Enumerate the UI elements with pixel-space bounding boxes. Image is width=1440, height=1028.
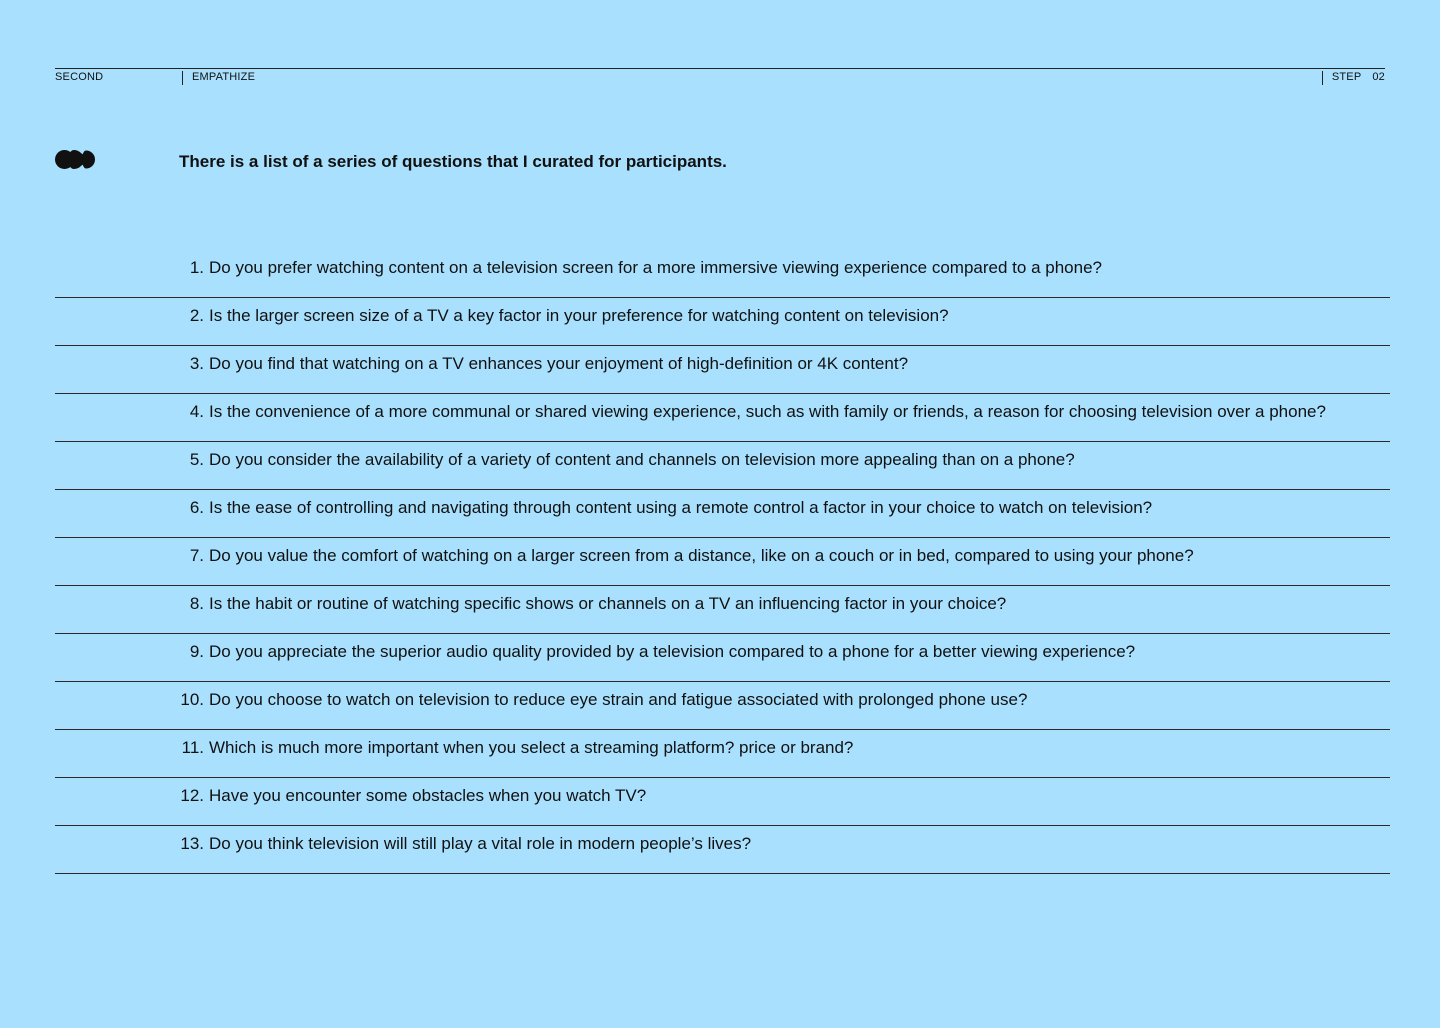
question-row [55,682,1390,730]
question-number: 1. [189,258,204,277]
question-number: 5. [189,450,204,469]
three-dots-logo-icon [55,150,97,169]
intro-heading: There is a list of a series of questions that I curated for participants. [179,152,727,171]
question-number: 13. [180,834,204,853]
question-row [55,250,1390,298]
question-number: 12. [180,786,204,805]
question-number: 10. [180,690,204,709]
header-section: EMPATHIZE [182,71,255,85]
question-text: Do you find that watching on a TV enhances your enjoyment of high-definition or 4K content? [209,354,909,373]
question-text: Do you prefer watching content on a television screen for a more immersive viewing experience compared to a phone? [209,258,1102,277]
question-text: Do you appreciate the superior audio quality provided by a television compared to a phone for a better viewing experience? [209,642,1136,661]
question-row [55,538,1390,586]
question-text: Do you choose to watch on television to reduce eye strain and fatigue associated with prolonged phone use? [209,690,1028,709]
question-row [55,394,1390,442]
question-text: Do you value the comfort of watching on a larger screen from a distance, like on a couch or in bed, compared to using your phone? [209,546,1194,565]
question-number: 6. [189,498,204,517]
header-step-label: STEP [1331,71,1362,83]
question-row [55,490,1390,538]
question-number: 11. [181,738,204,757]
question-row [55,826,1390,874]
question-number: 9. [189,642,204,661]
question-number: 3. [189,354,204,373]
question-text: Do you think television will still play a vital role in modern people’s lives? [209,834,752,853]
header-rule [55,68,1385,69]
question-text: Is the convenience of a more communal or shared viewing experience, such as with family or friends, a reason for choosing television over a phone? [209,402,1326,421]
question-number: 8. [189,594,204,613]
question-number: 4. [189,402,204,421]
question-text: Is the larger screen size of a TV a key factor in your preference for watching content on television? [209,306,949,325]
header-step [1322,71,1385,85]
question-row [55,346,1390,394]
question-text: Is the ease of controlling and navigating through content using a remote control a factor in your choice to watch on television? [209,498,1153,517]
question-text: Do you consider the availability of a variety of content and channels on television more appealing than on a phone? [209,450,1075,469]
question-text: Have you encounter some obstacles when you watch TV? [209,786,647,805]
question-row [55,442,1390,490]
question-text: Is the habit or routine of watching specific shows or channels on a TV an influencing factor in your choice? [209,594,1007,613]
header-chapter: SECOND [55,71,104,83]
question-row [55,298,1390,346]
question-text: Which is much more important when you select a streaming platform? price or brand? [209,738,854,757]
question-row [55,730,1390,778]
question-number: 7. [189,546,204,565]
question-row [55,778,1390,826]
question-row [55,634,1390,682]
question-list [55,250,1390,874]
header-step-number: 02 [1372,71,1385,83]
question-number: 2. [189,306,204,325]
question-row [55,586,1390,634]
